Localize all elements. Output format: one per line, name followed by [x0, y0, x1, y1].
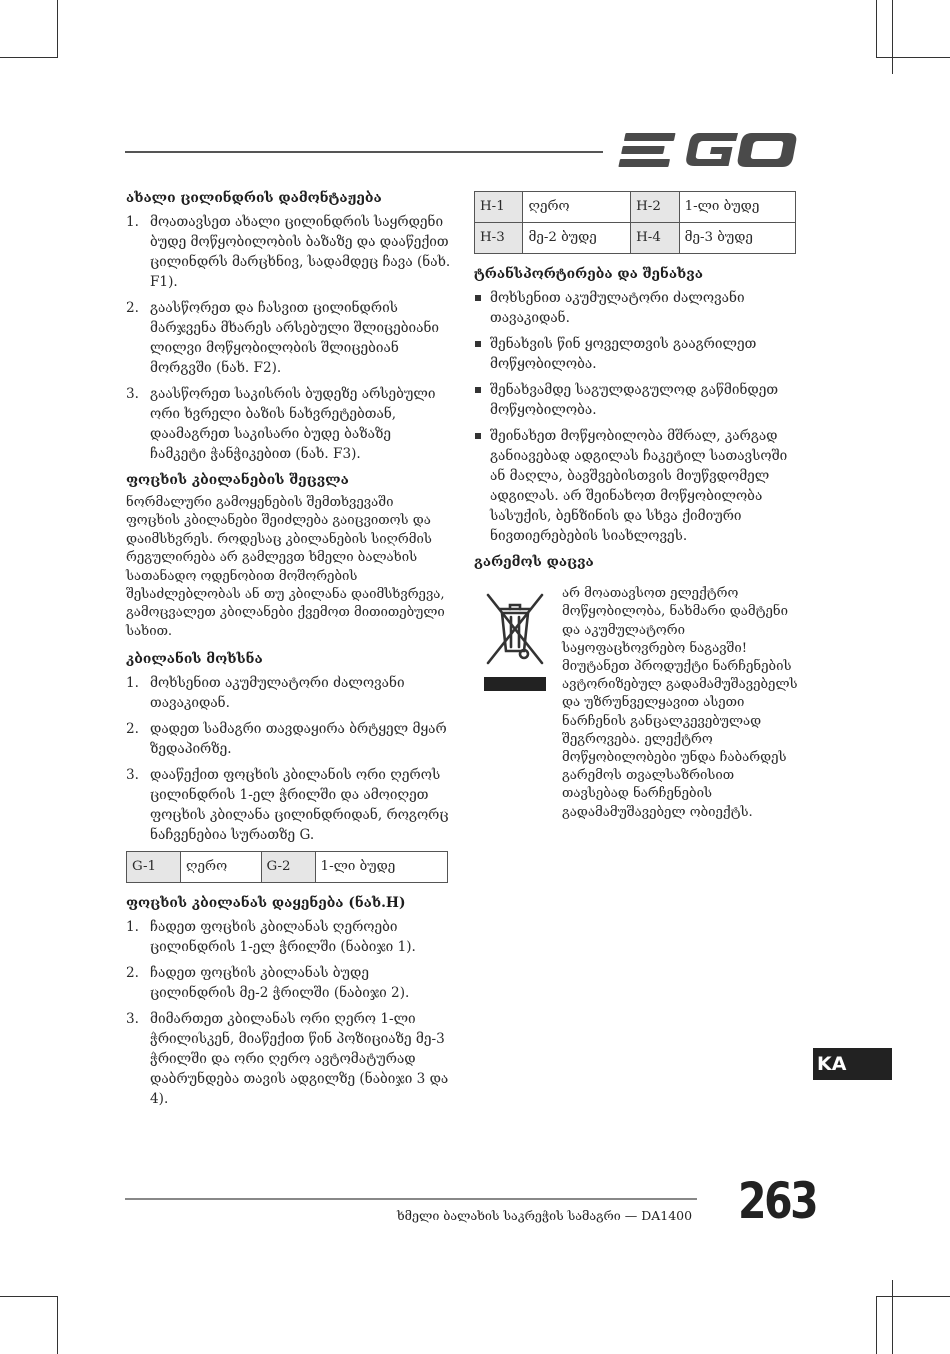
section-heading: კბილანის მოხსნა [126, 651, 263, 668]
steps-list [126, 917, 451, 1109]
header-rule [125, 151, 603, 153]
list-item: შეინახეთ მოწყობილობა მშრალ, კარგად განიავებად ადგილას ჩაკეტილ სათავსოში ან მაღლა, ბავშვებისთვის მიუწვდომელ ადგილას. არ შეინახოთ მოწყობილობა სასუქის, ბენზინის და სხვა ქიმიური ნივთიერებების სიახლოვეს. [474, 426, 804, 546]
list-item: 2. გაასწორეთ და ჩასვით ცილინდრის მარჯვენა მხარეს არსებული შლიცებიანი ლილვი მოწყობილობის შლიცებიან მორგვში (ნახ. F2). [126, 300, 440, 376]
bullet-list [474, 288, 804, 546]
section-environment [474, 552, 804, 845]
crop-mark [57, 1296, 58, 1354]
crop-mark [892, 1280, 893, 1354]
crop-mark [0, 57, 58, 58]
crop-mark [876, 0, 877, 58]
crop-mark [0, 1296, 58, 1297]
bullet-icon [475, 341, 481, 347]
footer-rule [125, 1198, 697, 1200]
list-item: 1. მოათავსეთ ახალი ცილინდრის საყრდენი ბუდე მოწყობილობის ბაზაზე და დააწექით ცილინდრს მარცხნივ, სადამდეც ჩავა (ნახ. F1). [126, 214, 451, 290]
section-heading: ფოცხის კბილანების შეცვლა [126, 472, 349, 488]
page-number: 263 [738, 1172, 817, 1230]
table-cell: G-2 [261, 852, 315, 883]
bullet-icon [475, 433, 481, 439]
list-item: 2. ჩადეთ ფოცხის კბილანას ბუდე ცილინდრის მე-2 ჭრილში (ნაბიჯი 2). [126, 965, 410, 1002]
table-cell: H-2 [631, 192, 679, 223]
table-cell: H-4 [631, 223, 679, 254]
footer-text: ხმელი ბალახის საკრეჭის სამაგრი — DA1400 [397, 1208, 693, 1223]
left-column [126, 188, 451, 1115]
parts-table-h [474, 191, 796, 254]
crop-mark [876, 1296, 877, 1354]
list-item: მოხსენით აკუმულატორი ძალოვანი თავაკიდან. [474, 288, 804, 328]
crop-mark [892, 0, 893, 74]
section-heading: გარემოს დაცვა [474, 554, 594, 570]
section-remove-tine [126, 649, 451, 883]
table-cell: ღერო [181, 852, 261, 883]
section-replace-tines [126, 470, 451, 641]
right-column [474, 188, 804, 845]
environment-paragraph: არ მოათავსოთ ელექტრო მოწყობილობა, ნახმარი დამტენი და აკუმულატორი საყოფაცხოვრებო ნაგავში! მიუტანეთ პროდუქტი ნარჩენების ავტორიზებულ გადამამუშავებელს და უზრუნველყავით ასეთი ნარჩენის განცალკევებულად შეგროვება. ელექტრო მოწყობილობები უნდა ჩაბარდეს გარემოს თვალსაზრისით თავსებად ნარჩენების გადამამუშავებელ ობიექტს. [562, 586, 798, 820]
steps-list [126, 673, 451, 845]
table-row [475, 192, 796, 223]
section-install-tine [126, 893, 451, 1109]
list-item: 2. დადეთ სამაგრი თავდაყირა ბრტყელ მყარ ზედაპირზე. [126, 721, 447, 758]
paragraph: ნორმალური გამოყენების შემთხვევაში ფოცხის კბილანები შეიძლება გაიცვითოს და დაიმსხვრეს. როდესაც კბილანების სიღრმის რეგულირება არ გამლევთ ხმელი ბალახის სათანადო ოდენობით მოშორების შესაძლებლობას ან თუ კბილანა დაიმსხვრევა, გამოცვალეთ კბილანები ქვემოთ მითითებული სახით. [126, 495, 445, 639]
table-row [127, 852, 448, 883]
section-heading: ტრანსპორტირება და შენახვა [474, 266, 703, 282]
list-item: შენახვის წინ ყოველთვის გააგრილეთ მოწყობილობა. [474, 334, 804, 374]
section-transport-storage [474, 264, 804, 546]
table-cell: 1-ლი ბუდე [315, 852, 447, 883]
bullet-icon [475, 387, 481, 393]
list-item: 3. მიმართეთ კბილანას ორი ღერო 1-ლი ჭრილისკენ, მიაწექით წინ პოზიციაზე მე-3 ჭრილში და ორი ღერო ავტომატურად დაბრუნდება თავის ადგილზე (ნაბიჯი 3 და 4). [126, 1011, 449, 1108]
table-cell: 1-ლი ბუდე [679, 192, 795, 223]
section-new-cylinder [126, 188, 451, 464]
table-cell: მე-3 ბუდე [679, 223, 795, 254]
table-cell: ღერო [523, 192, 631, 223]
crop-mark [57, 0, 58, 58]
list-item: 1. მოხსენით აკუმულატორი ძალოვანი თავაკიდან. [126, 675, 405, 712]
section-heading: ახალი ცილინდრის დამონტაჟება [126, 190, 382, 206]
table-cell: H-3 [475, 223, 523, 254]
table-cell: G-1 [127, 852, 181, 883]
crop-mark [876, 57, 950, 58]
list-item: შენახვამდე საგულდაგულოდ გაწმინდეთ მოწყობილობა. [474, 380, 804, 420]
section-heading: ფოცხის კბილანას დაყენება (ნახ.H) [126, 895, 406, 912]
crossed-bin-icon [484, 587, 546, 697]
table-cell: მე-2 ბუდე [523, 223, 631, 254]
steps-list [126, 212, 451, 464]
list-item: 1. ჩადეთ ფოცხის კბილანას ღეროები ცილინდრის 1-ელ ჭრილში (ნაბიჯი 1). [126, 919, 416, 956]
language-tab: KA [813, 1048, 892, 1080]
list-item: 3. გაასწორეთ საკისრის ბუდეზე არსებული ორი ხვრელი ბაზის ნახვრეტებთან, დაამაგრეთ საკისარი ბუდე ბაზაზე ჩამკეტი ჭანჭიკებით (ნახ. F3). [126, 386, 436, 462]
crop-mark [876, 1296, 950, 1297]
table-row [475, 223, 796, 254]
table-cell: H-1 [475, 192, 523, 223]
bullet-icon [475, 295, 481, 301]
ego-logo [618, 131, 800, 169]
parts-table-g [126, 851, 448, 883]
environment-content [474, 585, 804, 845]
list-item: 3. დააწექით ფოცხის კბილანის ორი ღეროს ცილინდრის 1-ელ ჭრილში და ამოიღეთ ფოცხის კბილანა ცილინდრიდან, როგორც ნაჩვენებია სურათზე G. [126, 767, 449, 844]
